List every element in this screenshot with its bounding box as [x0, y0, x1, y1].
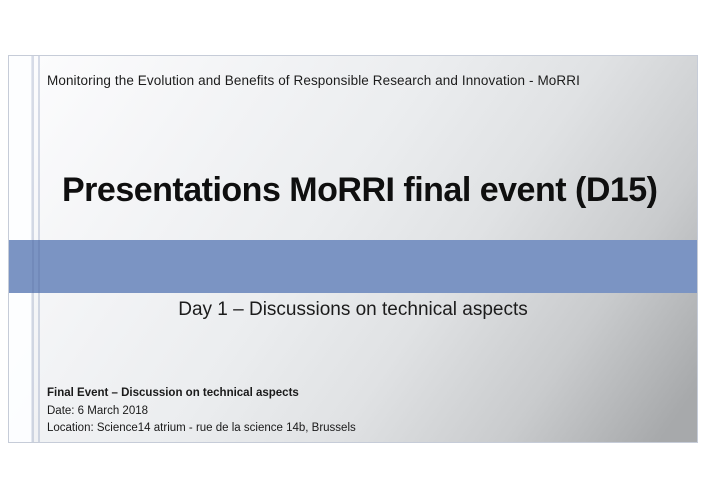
slide-title: Presentations MoRRI final event (D15)	[62, 171, 658, 209]
footer-location-line: Location: Science14 atrium - rue de la science 14b, Brussels	[47, 422, 356, 434]
slide-footer-block	[47, 385, 667, 438]
accent-vertical-line-1	[32, 56, 34, 442]
horizontal-accent-band	[9, 240, 697, 293]
accent-vertical-line-2	[38, 56, 40, 442]
footer-event-line: Final Event – Discussion on technical aspects	[47, 387, 299, 399]
slide-header-text: Monitoring the Evolution and Benefits of Responsible Research and Innovation - MoRRI	[47, 73, 580, 88]
presentation-slide	[8, 55, 698, 443]
footer-date-line: Date: 6 March 2018	[47, 404, 149, 417]
slide-subtitle: Day 1 – Discussions on technical aspects	[178, 299, 528, 320]
